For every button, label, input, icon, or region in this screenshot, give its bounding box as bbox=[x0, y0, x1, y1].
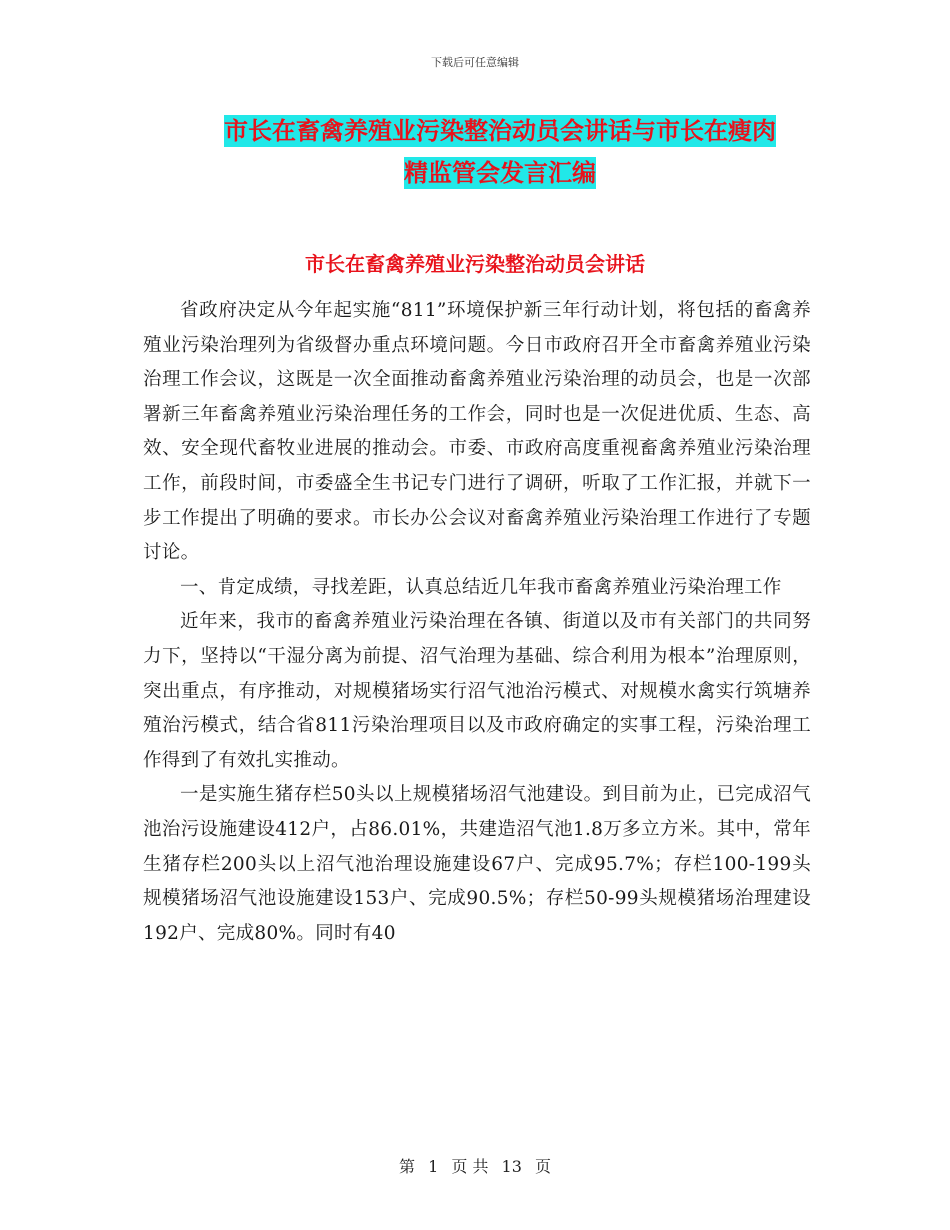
section-title: 市长在畜禽养殖业污染整治动员会讲话 bbox=[305, 252, 645, 276]
document-title-line-2: 精监管会发言汇编 bbox=[404, 159, 596, 187]
paragraph: 一是实施生猪存栏50头以上规模猪场沼气池建设。到目前为止，已完成沼气池治污设施建设412户，占86.01%，共建造沼气池1.8万多立方米。其中，常年生猪存栏200头以上沼气池治理设施建设67户、完成95.7%；存栏100-199头规模猪场沼气池设施建设153户、完成90.5%；存栏50-99头规模猪场治理建设192户、完成80%。同时有40 bbox=[143, 784, 811, 944]
document-title-line-1: 市长在畜禽养殖业污染整治动员会讲话与市长在瘦肉 bbox=[224, 117, 776, 145]
page-prefix: 第 bbox=[398, 1157, 415, 1176]
page-mid-text: 页 共 bbox=[451, 1157, 489, 1176]
paragraph: 近年来，我市的畜禽养殖业污染治理在各镇、街道以及市有关部门的共同努力下，坚持以“干湿分离为前提、沼气治理为基础、综合利用为根本”治理原则，突出重点，有序推动，对规模猪场实行沼气池治污模式、对规模水禽实行筑塘养殖治污模式，结合省811污染治理项目以及市政府确定的实事工程，污染治理工作得到了有效扎实推动。 bbox=[143, 611, 811, 771]
page-total-number: 13 bbox=[501, 1157, 522, 1176]
page-current-number: 1 bbox=[428, 1157, 439, 1176]
page-suffix: 页 bbox=[535, 1157, 552, 1176]
header-note: 下载后可任意编辑 bbox=[431, 56, 519, 69]
paragraph: 一、肯定成绩，寻找差距，认真总结近几年我市畜禽养殖业污染治理工作 bbox=[180, 576, 782, 598]
paragraph: 省政府决定从今年起实施“811”环境保护新三年行动计划，将包括的畜禽养殖业污染治理列为省级督办重点环境问题。今日市政府召开全市畜禽养殖业污染治理工作会议，这既是一次全面推动畜禽养殖业污染治理的动员会，也是一次部署新三年畜禽养殖业污染治理任务的工作会，同时也是一次促进优质、生态、高效、安全现代畜牧业进展的推动会。市委、市政府高度重视畜禽养殖业污染治理工作，前段时间，市委盛全生书记专门进行了调研，听取了工作汇报，并就下一步工作提出了明确的要求。市长办公会议对畜禽养殖业污染治理工作进行了专题讨论。 bbox=[143, 300, 811, 564]
page-footer bbox=[0, 1154, 950, 1177]
document-title bbox=[190, 110, 810, 194]
document-body bbox=[143, 294, 811, 951]
